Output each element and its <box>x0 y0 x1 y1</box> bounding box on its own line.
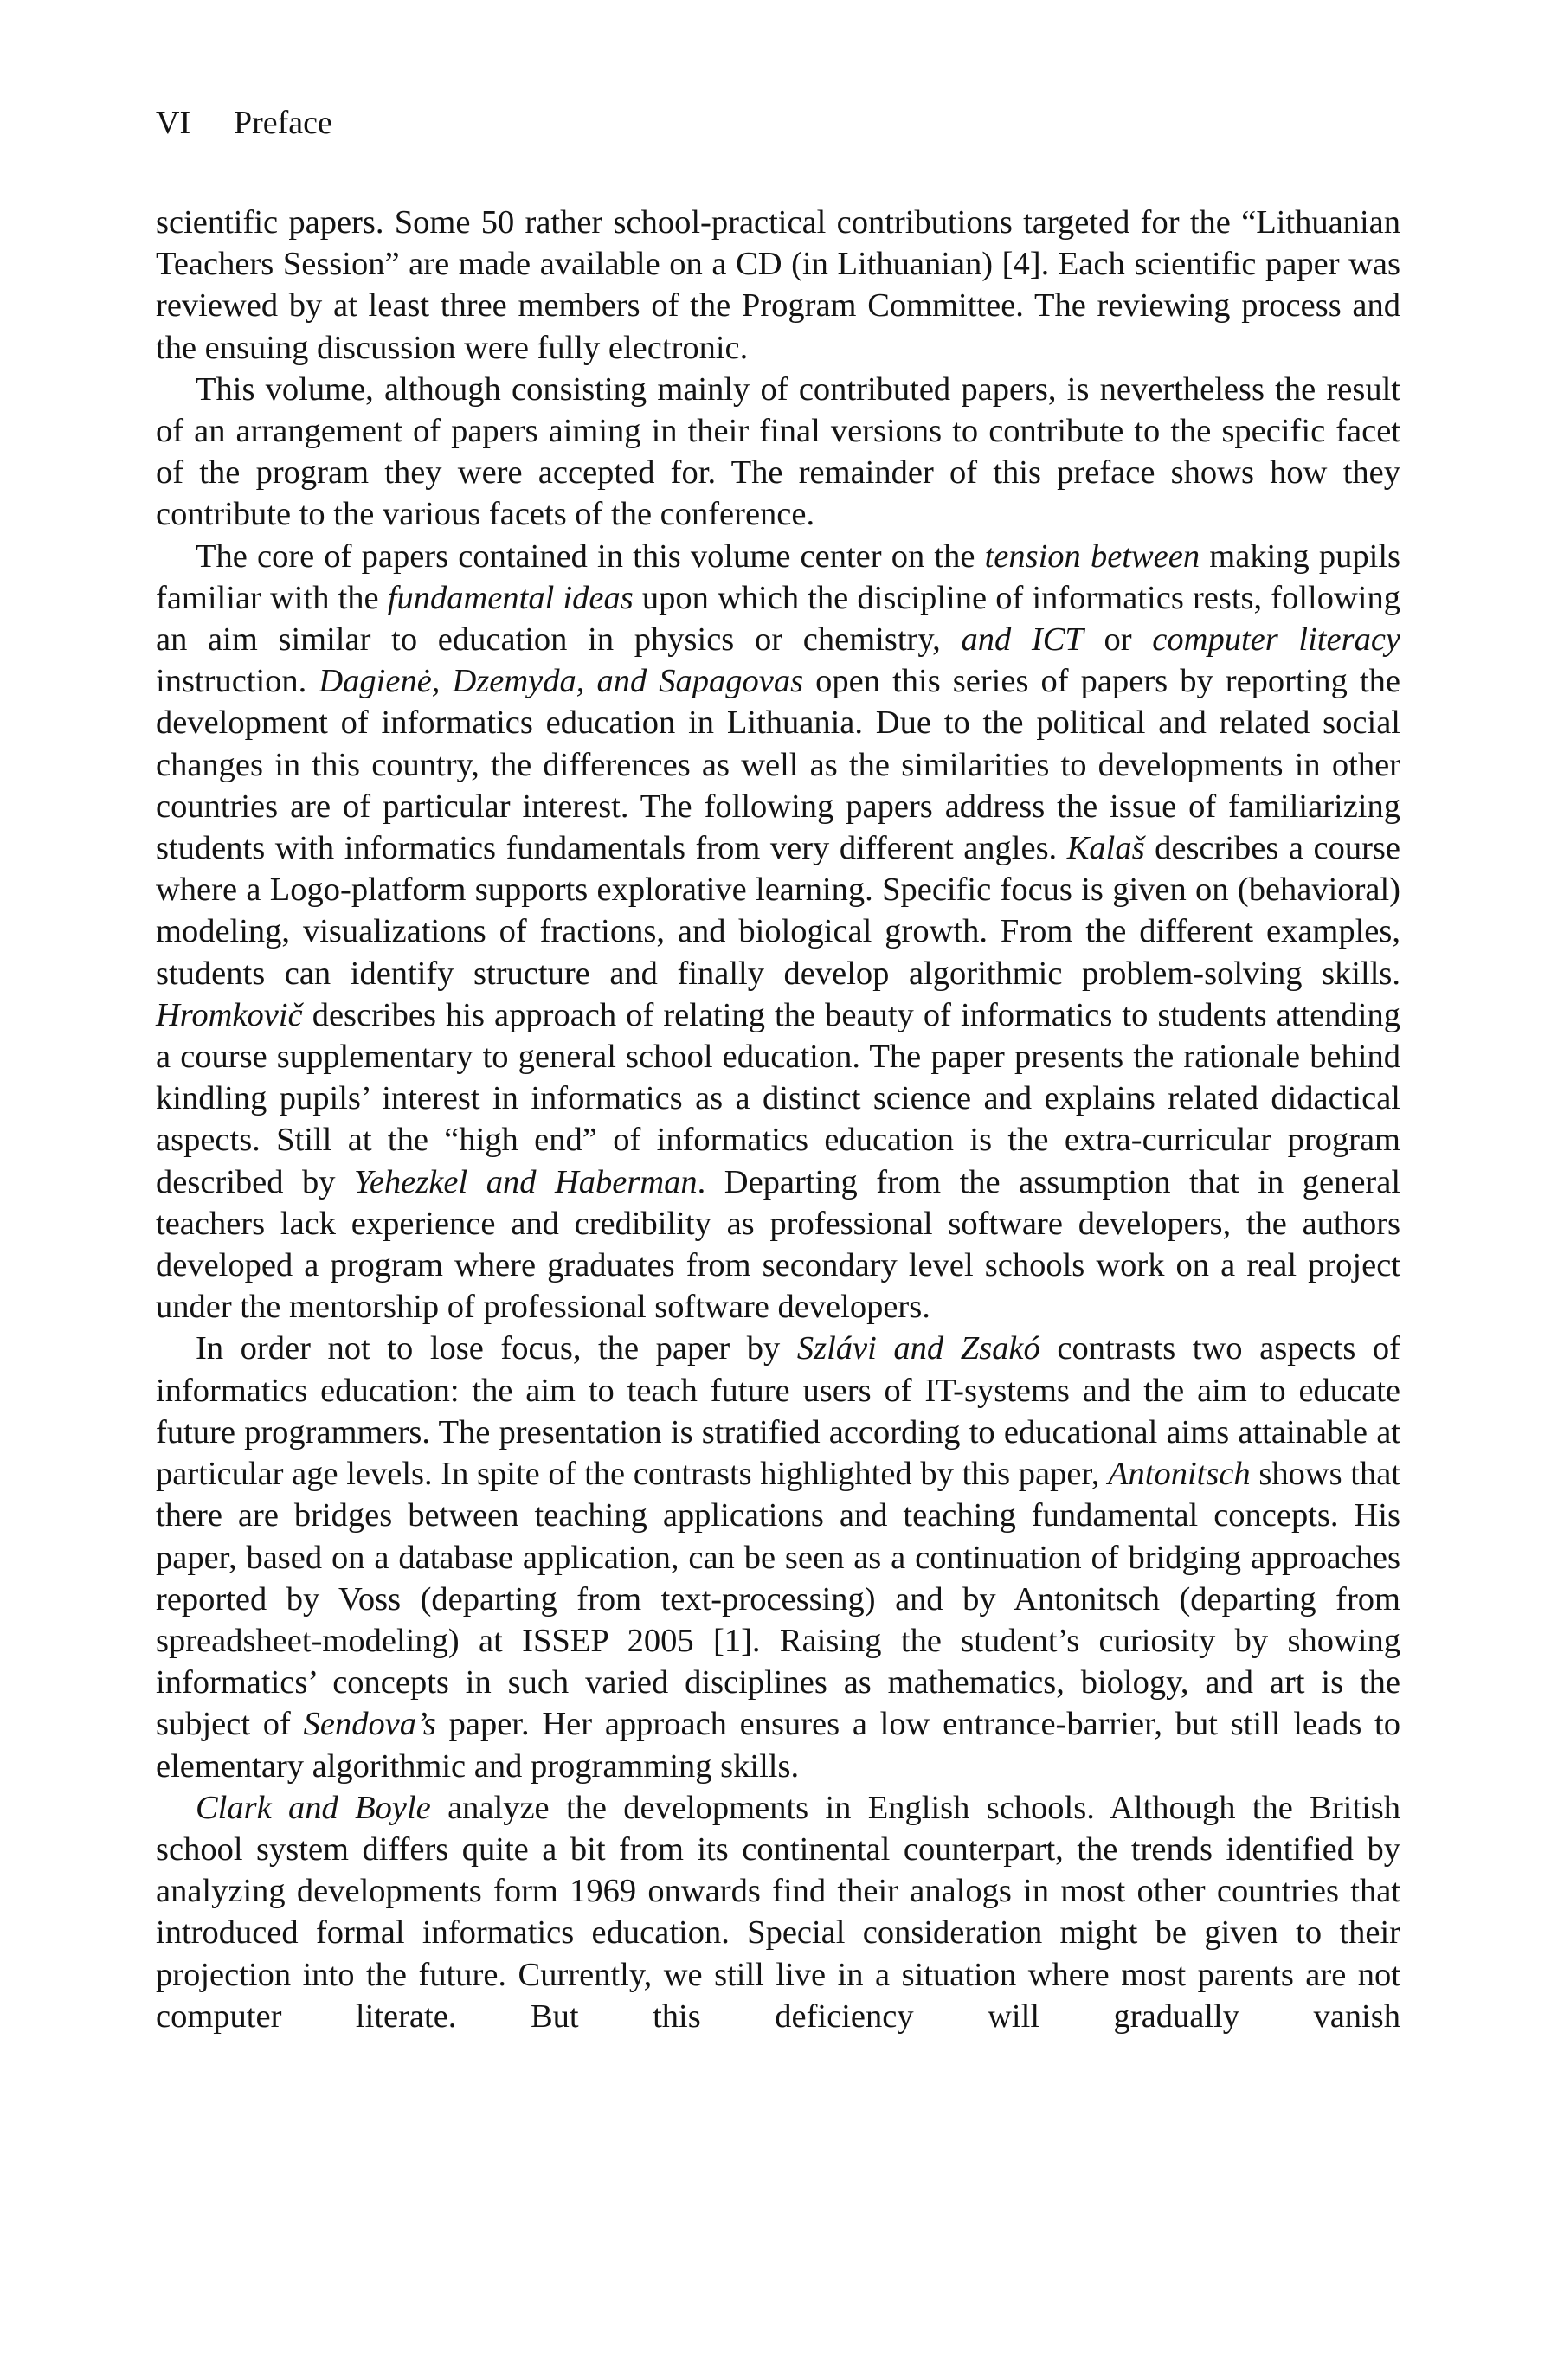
text-run: The core of papers contained in this volume center on the <box>196 537 985 575</box>
italic-text-run: tension between <box>984 537 1200 575</box>
text-run: instruction. <box>156 663 319 700</box>
italic-text-run: Clark and Boyle <box>196 1789 431 1826</box>
italic-text-run: Antonitsch <box>1108 1456 1251 1493</box>
paragraph <box>156 1787 1400 2037</box>
text-run: upon which the discipline of informatics rests, following an aim similar to education in physics or chemistry, <box>156 579 1400 659</box>
text-run: This volume, although consisting mainly of contributed papers, is nevertheless the result of an arrangement of papers aiming in their final versions to contribute to the specific facet of the program they were accepted for. The remainder of this preface shows how they contribute to the various facets of the conference. <box>156 370 1400 533</box>
text-run: scientific papers. Some 50 rather school-practical contributions targeted for the “Lithuanian Teachers Session” are made available on a CD (in Lithuanian) [4]. Each scientific paper was reviewed by at least three members of the Program Committee. The reviewing process and the ensuing discussion were fully electronic. <box>156 204 1400 366</box>
text-run: describes his approach of relating the beauty of informatics to students attending a course supplementary to general school education. The paper presents the rationale behind kindling pupils’ interest in informatics as a distinct science and explains related didactical aspects. Still at the “high end” of informatics education is the extra-curricular program described by <box>156 996 1400 1200</box>
paragraph <box>156 369 1400 536</box>
text-run: open this series of papers by reporting the development of informatics education in Lithuania. Due to the political and related social changes in this country, the differences as well as the similarities to developments in other countries are of particular interest. The following papers address the issue of familiarizing students with informatics fundamentals from very different angles. <box>156 663 1400 867</box>
paragraph <box>156 536 1400 1328</box>
text-run: In order not to lose focus, the paper by <box>196 1330 797 1367</box>
text-run: describes a course where a Logo-platform supports explorative learning. Specific focus is given on (behavioral) modeling, visualizations of fractions, and biological growth. From the different examples, students can identify structure and finally develop algorithmic problem-solving skills. <box>156 830 1400 992</box>
italic-text-run: fundamental ideas <box>387 579 634 616</box>
italic-text-run: Dagienė, Dzemyda, and Sapagovas <box>319 663 804 700</box>
italic-text-run: Yehezkel and Haberman <box>354 1163 698 1200</box>
text-run: paper. Her approach ensures a low entrance-barrier, but still leads to elementary algorithmic and programming skills. <box>156 1706 1400 1785</box>
italic-text-run: Kalaš <box>1066 830 1145 867</box>
running-head <box>156 102 332 144</box>
text-run: shows that there are bridges between teaching applications and teaching fundamental concepts. His paper, based on a database application, can be seen as a continuation of bridging approaches reported by Voss (departing from text-processing) and by Antonitsch (departing from spreadsheet-modeling) at ISSEP 2005 [1]. Raising the student’s curiosity by showing informatics’ concepts in such varied disciplines as mathematics, biology, and art is the subject of <box>156 1456 1400 1743</box>
text-run: analyze the developments in English schools. Although the British school system differs quite a bit from its continental counterpart, the trends identified by analyzing developments form 1969 onwards find their analogs in most other countries that introduced formal informatics education. Special consideration might be given to their projection into the future. Currently, we still live in a situation where most parents are not computer literate. But this deficiency will gradually vanish <box>156 1789 1400 2035</box>
italic-text-run: Hromkovič <box>156 996 303 1033</box>
text-run: or <box>1083 621 1153 659</box>
italic-text-run: and ICT <box>961 621 1084 659</box>
text-run: contrasts two aspects of informatics education: the aim to teach future users of IT-systems and the aim to educate future programmers. The presentation is stratified according to educational aims attainable at particular age levels. In spite of the contrasts highlighted by this paper, <box>156 1330 1400 1493</box>
italic-text-run: Szlávi and Zsakó <box>796 1330 1040 1367</box>
body-text <box>156 202 1400 2037</box>
text-run: making pupils familiar with the <box>156 537 1400 616</box>
paragraph <box>156 202 1400 369</box>
section-title: Preface <box>234 105 332 141</box>
italic-text-run: computer literacy <box>1152 621 1400 659</box>
paragraph <box>156 1328 1400 1786</box>
text-run: . Departing from the assumption that in general teachers lack experience and credibility as professional software developers, the authors developed a program where graduates from secondary level schools work on a real project under the mentorship of professional software developers. <box>156 1163 1401 1326</box>
italic-text-run: Sendova’s <box>303 1706 436 1743</box>
page-number: VI <box>156 105 191 141</box>
